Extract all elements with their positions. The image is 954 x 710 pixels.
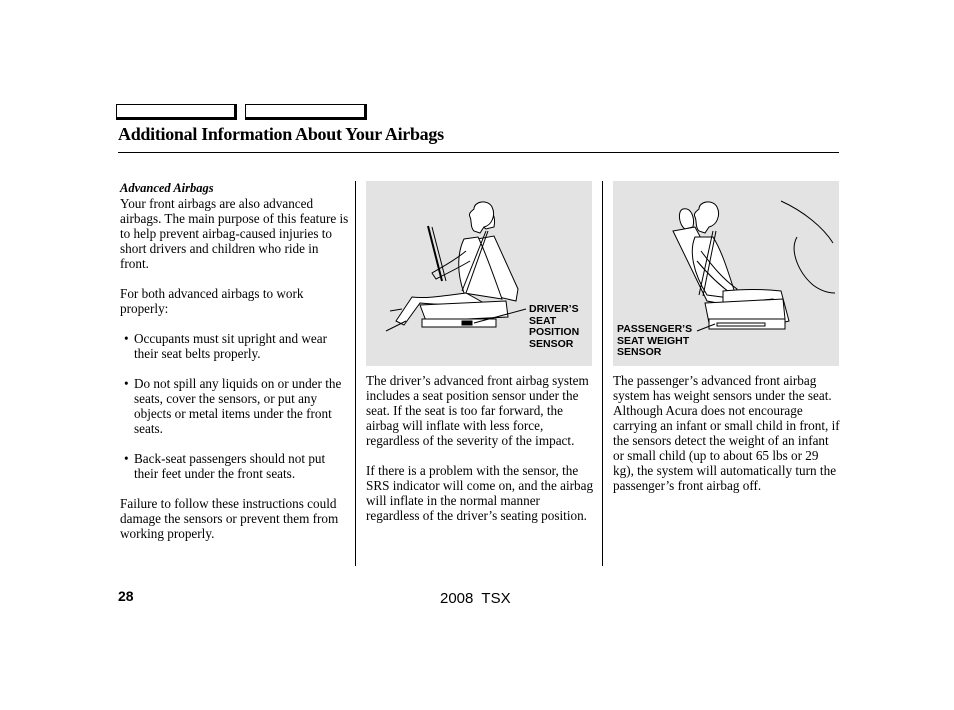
page-title: Additional Information About Your Airbags — [118, 124, 444, 144]
header-tab-1 — [116, 104, 237, 120]
driver-paragraph-1: The driver’s advanced front airbag system includes a seat position sensor under the seat. If the seat is too far forward, the airbag will inflate with less force, regardless of the severity of the impact. — [366, 373, 589, 448]
bullet-text: Do not spill any liquids on or under the seats, cover the sensors, or put any objects or metal items under the front seats. — [134, 376, 342, 436]
list-item: • Back-seat passengers should not put their feet under the front seats. — [124, 451, 326, 481]
intro-paragraph: Your front airbags are also advanced airbags. The main purpose of this feature is to help prevent airbag-caused injuries to short drivers and children who ride in front. — [120, 196, 349, 271]
driver-paragraph-2: If there is a problem with the sensor, the SRS indicator will come on, and the airbag will inflate in the normal manner regardless of the driver’s seating position. — [366, 463, 594, 523]
lead-paragraph: For both advanced airbags to work properly: — [120, 286, 304, 316]
driver-seat-figure — [366, 181, 592, 366]
column-divider-left — [355, 181, 356, 566]
passenger-sensor-label: PASSENGER’S SEAT WEIGHT SENSOR — [617, 323, 693, 358]
passenger-seat-figure — [613, 181, 839, 366]
page-number: 28 — [118, 588, 134, 604]
closing-paragraph: Failure to follow these instructions could damage the sensors or prevent them from working properly. — [120, 496, 339, 541]
subheading: Advanced Airbags — [120, 181, 214, 195]
left-column — [120, 181, 350, 541]
middle-column — [366, 373, 596, 523]
footer-model: 2008 TSX — [440, 590, 511, 607]
right-column — [613, 373, 841, 493]
header-tab-2 — [245, 104, 367, 120]
list-item: • Occupants must sit upright and wear their seat belts properly. — [124, 331, 328, 361]
driver-sensor-label: DRIVER’S SEAT POSITION SENSOR — [529, 303, 580, 350]
list-item: • Do not spill any liquids on or under the seats, cover the sensors, or put any objects or metal items under the front seats. — [124, 376, 342, 436]
passenger-paragraph: The passenger’s advanced front airbag system has weight sensors under the seat. Although Acura does not encourage carrying an infant or small child in front, if the sensors detect the weight of an infant or small child (up to about 65 lbs or 29 kg), the system will automatically turn the passenger’s front airbag off. — [613, 373, 840, 493]
bullet-text: Back-seat passengers should not put their feet under the front seats. — [134, 451, 326, 481]
column-divider-right — [602, 181, 603, 566]
title-rule — [118, 152, 839, 153]
bullet-text: Occupants must sit upright and wear their seat belts properly. — [134, 331, 328, 361]
